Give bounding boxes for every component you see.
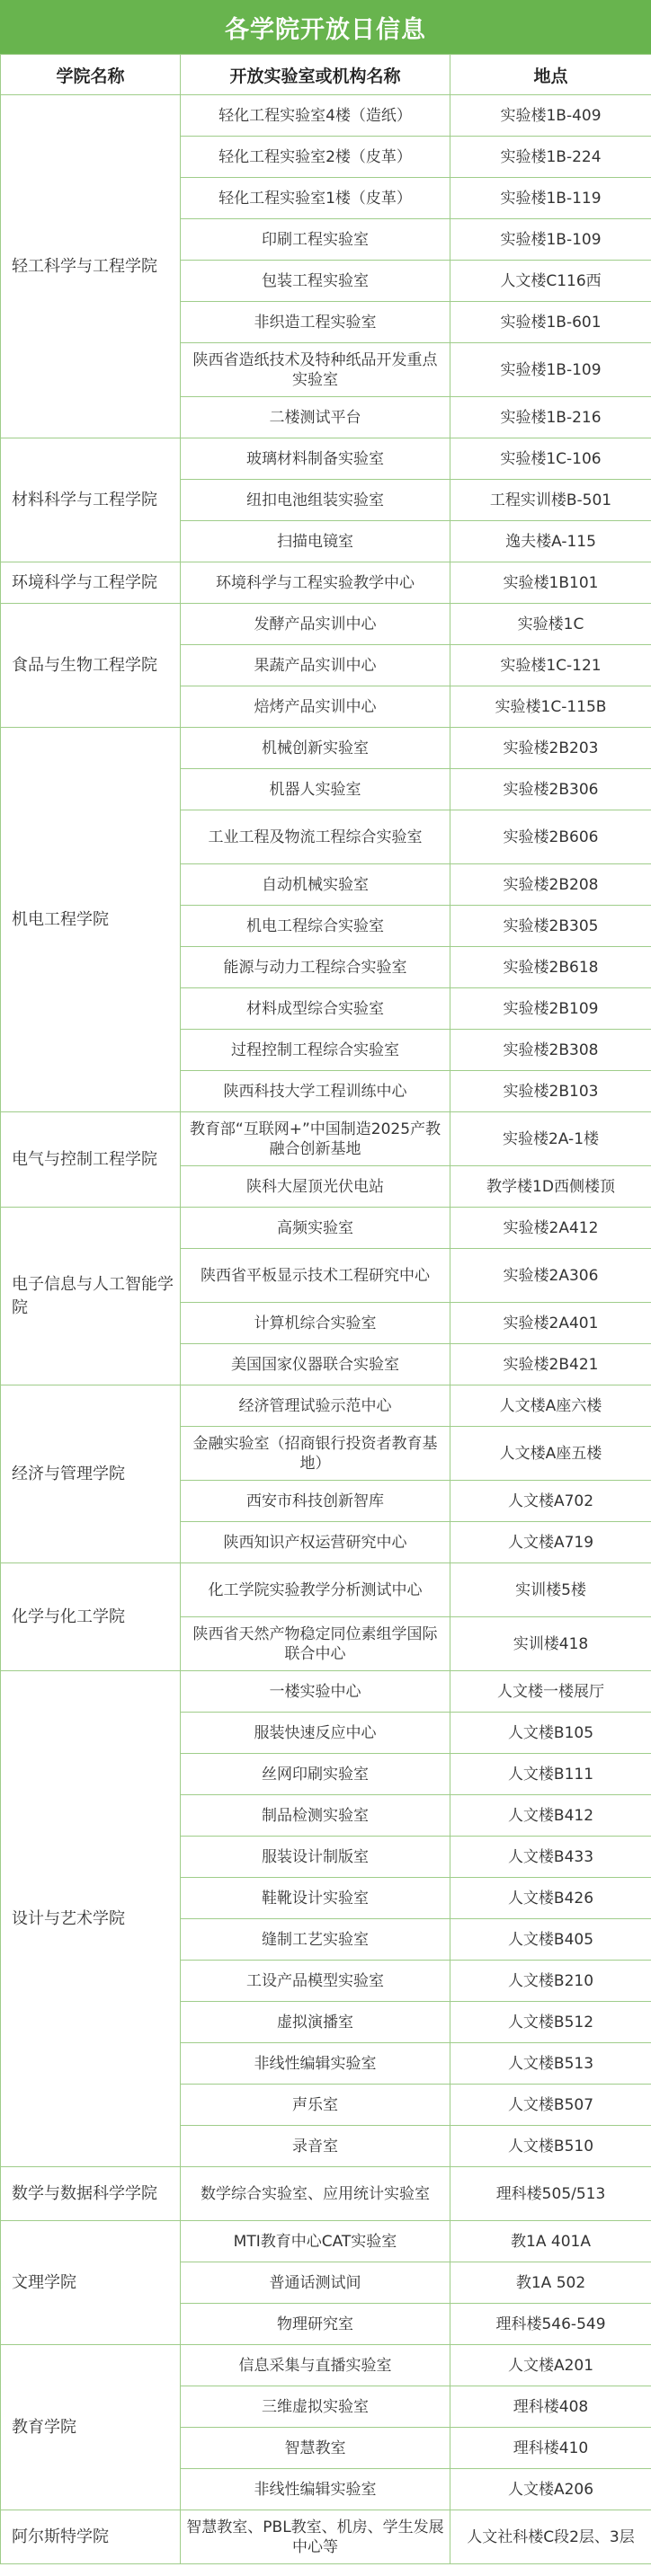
location-cell: 人文楼A206 [450,2469,651,2510]
college-name-cell: 阿尔斯特学院 [1,2510,181,2564]
location-cell: 实验楼2B208 [450,864,651,906]
location-cell: 实验楼1B101 [450,562,651,604]
table-row [1,1671,651,1713]
location-cell: 人文楼B513 [450,2043,651,2085]
header-lab: 开放实验室或机构名称 [181,55,450,95]
location-cell: 实验楼2B203 [450,728,651,769]
table-row [1,2221,651,2262]
table-row [1,728,651,769]
lab-name-cell: 高频实验室 [181,1208,450,1249]
lab-name-cell: 材料成型综合实验室 [181,988,450,1030]
lab-name-cell: 服装快速反应中心 [181,1713,450,1754]
lab-name-cell: 陕西科技大学工程训练中心 [181,1071,450,1112]
table-row [1,2345,651,2386]
location-cell: 实验楼2B421 [450,1344,651,1385]
lab-name-cell: 一楼实验中心 [181,1671,450,1713]
location-cell: 理科楼505/513 [450,2167,651,2221]
location-cell: 人文楼A201 [450,2345,651,2386]
lab-name-cell: 扫描电镜室 [181,521,450,562]
lab-name-cell: 西安市科技创新智库 [181,1481,450,1522]
table-row [1,95,651,137]
page-title: 各学院开放日信息 [0,0,651,54]
header-location: 地点 [450,55,651,95]
location-cell: 实验楼2A401 [450,1303,651,1344]
location-cell: 人文楼A座六楼 [450,1385,651,1427]
college-name-cell: 经济与管理学院 [1,1385,181,1563]
location-cell: 理科楼410 [450,2428,651,2469]
college-name-cell: 环境科学与工程学院 [1,562,181,604]
location-cell: 实验楼1C-106 [450,438,651,480]
location-cell: 人文楼B510 [450,2126,651,2167]
lab-name-cell: 印刷工程实验室 [181,219,450,261]
table-row [1,2167,651,2221]
lab-name-cell: 机电工程综合实验室 [181,906,450,947]
lab-name-cell: 普通话测试间 [181,2262,450,2304]
lab-name-cell: 信息采集与直播实验室 [181,2345,450,2386]
location-cell: 实验楼2A412 [450,1208,651,1249]
lab-name-cell: 能源与动力工程综合实验室 [181,947,450,988]
lab-name-cell: 自动机械实验室 [181,864,450,906]
lab-name-cell: 录音室 [181,2126,450,2167]
location-cell: 实验楼2B308 [450,1030,651,1071]
lab-name-cell: 焙烤产品实训中心 [181,686,450,728]
table-row [1,438,651,480]
lab-name-cell: MTI教育中心CAT实验室 [181,2221,450,2262]
location-cell: 实验楼1B-119 [450,178,651,219]
table-row [1,1208,651,1249]
location-cell: 人文楼B405 [450,1919,651,1961]
location-cell: 人文楼C116西 [450,261,651,302]
lab-name-cell: 非线性编辑实验室 [181,2469,450,2510]
location-cell: 实验楼1B-109 [450,343,651,397]
table-row [1,1112,651,1166]
lab-name-cell: 三维虚拟实验室 [181,2386,450,2428]
location-cell: 工程实训楼B-501 [450,480,651,521]
location-cell: 实验楼1C [450,604,651,645]
lab-name-cell: 轻化工程实验室2楼（皮革） [181,137,450,178]
location-cell: 逸夫楼A-115 [450,521,651,562]
location-cell: 教学楼1D西侧楼顶 [450,1166,651,1208]
lab-name-cell: 机械创新实验室 [181,728,450,769]
lab-name-cell: 陕科大屋顶光伏电站 [181,1166,450,1208]
lab-name-cell: 非线性编辑实验室 [181,2043,450,2085]
lab-name-cell: 环境科学与工程实验教学中心 [181,562,450,604]
location-cell: 人文楼A702 [450,1481,651,1522]
college-name-cell: 化学与化工学院 [1,1563,181,1671]
lab-name-cell: 陕西省平板显示技术工程研究中心 [181,1249,450,1303]
location-cell: 实验楼2B103 [450,1071,651,1112]
lab-name-cell: 过程控制工程综合实验室 [181,1030,450,1071]
college-name-cell: 材料科学与工程学院 [1,438,181,562]
location-cell: 理科楼408 [450,2386,651,2428]
location-cell: 人文楼B426 [450,1878,651,1919]
lab-name-cell: 物理研究室 [181,2304,450,2345]
lab-name-cell: 缝制工艺实验室 [181,1919,450,1961]
location-cell: 人文楼B105 [450,1713,651,1754]
location-cell: 实验楼1B-109 [450,219,651,261]
location-cell: 理科楼546-549 [450,2304,651,2345]
lab-name-cell: 发酵产品实训中心 [181,604,450,645]
college-name-cell: 电气与控制工程学院 [1,1112,181,1208]
lab-name-cell: 教育部“互联网+”中国制造2025产教融合创新基地 [181,1112,450,1166]
table-row [1,562,651,604]
lab-name-cell: 制品检测实验室 [181,1795,450,1837]
college-name-cell: 设计与艺术学院 [1,1671,181,2167]
lab-name-cell: 非织造工程实验室 [181,302,450,343]
location-cell: 实验楼1B-601 [450,302,651,343]
location-cell: 实验楼1C-121 [450,645,651,686]
lab-name-cell: 果蔬产品实训中心 [181,645,450,686]
location-cell: 实验楼2A-1楼 [450,1112,651,1166]
college-name-cell: 数学与数据科学学院 [1,2167,181,2221]
location-cell: 实验楼2B606 [450,810,651,864]
location-cell: 实验楼2B306 [450,769,651,810]
open-day-table [0,54,651,2564]
location-cell: 人文楼B507 [450,2085,651,2126]
lab-name-cell: 丝网印刷实验室 [181,1754,450,1795]
lab-name-cell: 金融实验室（招商银行投资者教育基地） [181,1427,450,1481]
location-cell: 教1A 401A [450,2221,651,2262]
location-cell: 人文楼A座五楼 [450,1427,651,1481]
location-cell: 人文楼B512 [450,2002,651,2043]
location-cell: 人文楼B210 [450,1961,651,2002]
lab-name-cell: 陕西知识产权运营研究中心 [181,1522,450,1563]
lab-name-cell: 陕西省造纸技术及特种纸品开发重点实验室 [181,343,450,397]
lab-name-cell: 虚拟演播室 [181,2002,450,2043]
lab-name-cell: 二楼测试平台 [181,397,450,438]
lab-name-cell: 数学综合实验室、应用统计实验室 [181,2167,450,2221]
lab-name-cell: 计算机综合实验室 [181,1303,450,1344]
location-cell: 实验楼2A306 [450,1249,651,1303]
lab-name-cell: 化工学院实验教学分析测试中心 [181,1563,450,1617]
location-cell: 人文楼A719 [450,1522,651,1563]
location-cell: 人文楼B111 [450,1754,651,1795]
college-name-cell: 机电工程学院 [1,728,181,1112]
lab-name-cell: 智慧教室 [181,2428,450,2469]
location-cell: 实验楼1B-216 [450,397,651,438]
table-row [1,2510,651,2564]
lab-name-cell: 玻璃材料制备实验室 [181,438,450,480]
table-row [1,1385,651,1427]
college-name-cell: 食品与生物工程学院 [1,604,181,728]
location-cell: 实验楼2B109 [450,988,651,1030]
lab-name-cell: 轻化工程实验室4楼（造纸） [181,95,450,137]
header-college: 学院名称 [1,55,181,95]
lab-name-cell: 工业工程及物流工程综合实验室 [181,810,450,864]
location-cell: 人文楼B412 [450,1795,651,1837]
college-name-cell: 文理学院 [1,2221,181,2345]
location-cell: 实验楼1C-115B [450,686,651,728]
lab-name-cell: 机器人实验室 [181,769,450,810]
table-header-row [1,55,651,95]
location-cell: 实验楼1B-409 [450,95,651,137]
lab-name-cell: 包装工程实验室 [181,261,450,302]
lab-name-cell: 美国国家仪器联合实验室 [181,1344,450,1385]
college-name-cell: 轻工科学与工程学院 [1,95,181,438]
location-cell: 实训楼418 [450,1617,651,1671]
location-cell: 实验楼2B305 [450,906,651,947]
lab-name-cell: 鞋靴设计实验室 [181,1878,450,1919]
location-cell: 教1A 502 [450,2262,651,2304]
lab-name-cell: 轻化工程实验室1楼（皮革） [181,178,450,219]
lab-name-cell: 服装设计制版室 [181,1837,450,1878]
location-cell: 人文楼一楼展厅 [450,1671,651,1713]
lab-name-cell: 纽扣电池组装实验室 [181,480,450,521]
lab-name-cell: 智慧教室、PBL教室、机房、学生发展中心等 [181,2510,450,2564]
location-cell: 实验楼2B618 [450,947,651,988]
lab-name-cell: 经济管理试验示范中心 [181,1385,450,1427]
college-name-cell: 教育学院 [1,2345,181,2510]
location-cell: 实训楼5楼 [450,1563,651,1617]
table-row [1,604,651,645]
table-body [1,95,651,2564]
lab-name-cell: 陕西省天然产物稳定同位素组学国际联合中心 [181,1617,450,1671]
lab-name-cell: 工设产品模型实验室 [181,1961,450,2002]
location-cell: 实验楼1B-224 [450,137,651,178]
college-name-cell: 电子信息与人工智能学院 [1,1208,181,1385]
location-cell: 人文社科楼C段2层、3层 [450,2510,651,2564]
lab-name-cell: 声乐室 [181,2085,450,2126]
location-cell: 人文楼B433 [450,1837,651,1878]
table-row [1,1563,651,1617]
